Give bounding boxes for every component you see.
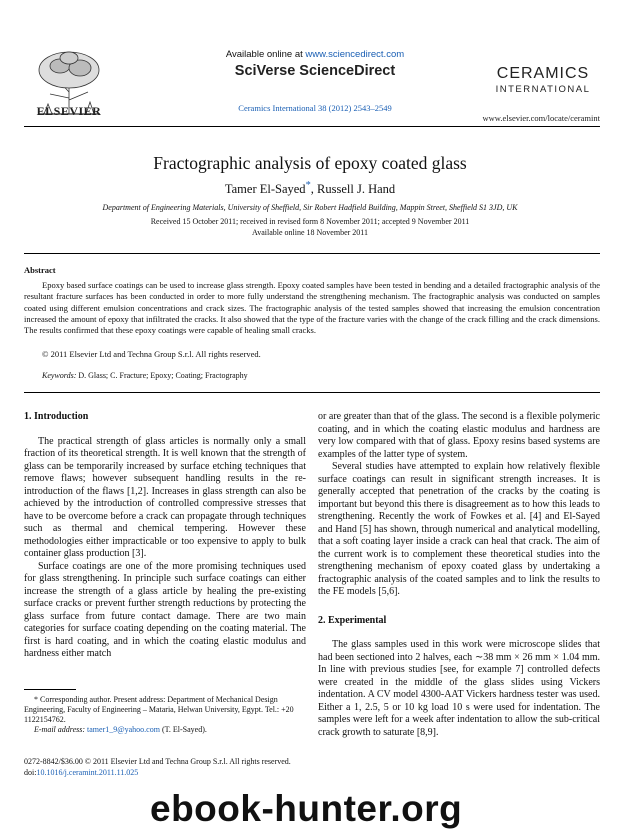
experimental-paragraph-1: The glass samples used in this work were microscope slides that had been sectioned into 2 halves, each ∼38 mm × 26 mm × 1.04 mm. In line with previous studies [see, for example 7] controlled defects were created in the middle of the glass slides using Vickers indentation. A CV model 4300-AAT Vickers hardness tester was used. Either a 1, 2.5, 5 or 10 kg load 10 s were used for indentation. The samples were left for a week after indentation to allow the sub-critical crack growth to saturate [8,9]. [318, 639, 600, 738]
footnote [24, 695, 306, 735]
intro-paragraph-3: or are greater than that of the glass. The second is a flexible polymeric coating, and in which the coating elastic modulus and hardness are very low compared with that of glass. Epoxy resins based systems are examples of the latter type of system. [318, 411, 600, 460]
corresponding-author-mark[interactable]: * [305, 180, 311, 191]
platform-name: SciVerse ScienceDirect [234, 63, 396, 79]
abstract-copyright: © 2011 Elsevier Ltd and Techna Group S.r.l. All rights reserved. [42, 349, 261, 359]
footnote-rule [24, 689, 76, 690]
section-heading-introduction: 1. Introduction [24, 411, 89, 422]
doi-prefix: doi: [24, 768, 37, 777]
abstract-body: Epoxy based surface coatings can be used to increase glass strength. Epoxy coated samples have been tested in bending and a detailed fractographic analysis of the resultant fracture surfaces has been conducted in order to more fully understand the strengthening mechanism. The fractographic analysis was conducted on samples coated using different emulsion concentrations and crack sizes. The fractographic analysis of the tested samples showed that increasing the emulsion concentration increased the amount of epoxy that infiltrated the cracks. It also showed that the type of the fracture varies with the change of the crack filling and the crack dimensions. The results confirmed that these epoxy coatings were capable of healing small cracks. [24, 280, 600, 336]
affiliation: Department of Engineering Materials, University of Sheffield, Sir Robert Hadfield Building, Mappin Street, Sheffield S1 3JD, UK [102, 203, 518, 212]
available-online-line [200, 49, 430, 60]
keywords-list: D. Glass; C. Fracture; Epoxy; Coating; Fractography [76, 371, 248, 380]
title-rule [24, 253, 600, 254]
journal-url[interactable]: www.elsevier.com/locate/ceramint [482, 113, 600, 123]
abstract-heading: Abstract [24, 265, 56, 275]
left-column [24, 411, 306, 661]
keywords-line [42, 371, 248, 380]
available-prefix: Available online at [225, 49, 306, 60]
email-label: E-mail address: [34, 725, 86, 734]
abstract-rule [24, 392, 600, 393]
email-line [24, 725, 306, 735]
intro-paragraph-1: The practical strength of glass articles is normally only a small fraction of its theoretical strength. It is well known that the strength of glass can be temporarily increased by surface etching techniques that remove flaws; however subsequent handling results in the re-introduction of the flaws [1,2]. Increases in glass strength can also be achieved by the introduction of controlled compressive stresses that have to be overcome before a crack can propagate through techniques such as thermal and chemical tempering. However these methodologies either impracticable or too expensive to apply to bulk container glass production [3]. [24, 435, 306, 559]
email-suffix: (T. El-Sayed). [161, 725, 207, 734]
intro-paragraph-4: Several studies have attempted to explain how relatively flexible surface coatings can result in significant strength increases. It is generally accepted that penetration of the cracks by the coating is important but beyond this there is disagreement as to how this leads to strengthening. Recently the work of Fowkes et al. [4] and El-Sayed and Hand [5] has shown, through numerical and analytical modelling, that a soft coating layer inside a crack can heal that crack. The aim of the current work is to complement these theoretical studies into the strengthening mechanism of epoxy coated glass by undertaking a fractographic analysis of the coated samples and to link the results to the FE models [5,6]. [318, 461, 600, 597]
section-heading-experimental: 2. Experimental [318, 614, 387, 626]
author-list [20, 180, 600, 197]
journal-name-line1: CERAMICS [496, 65, 590, 82]
publisher-name: ELSEVIER [36, 104, 102, 118]
header-rule [24, 126, 600, 127]
intro-paragraph-2: Surface coatings are one of the more promising techniques used for glass strengthening. In principle such surface coatings can either increase the strength of a glass article by healing the pre-existing surface cracks or prevent further strength reductions by protecting the glass surface from future contact damage. There are two main categories for surface coating depending on the coating material. The first is hard coating, and in which the coating elastic modulus and hardness either match [24, 560, 306, 659]
right-column [318, 411, 600, 739]
journal-citation[interactable]: Ceramics International 38 (2012) 2543–2549 [238, 103, 392, 113]
email-link[interactable]: tamer1_9@yahoo.com [87, 725, 160, 734]
sciencedirect-link[interactable]: www.sciencedirect.com [305, 49, 405, 60]
doi-link[interactable]: 10.1016/j.ceramint.2011.11.025 [36, 768, 139, 777]
author-rest: , Russell J. Hand [310, 182, 396, 197]
received-dates: Received 15 October 2011; received in revised form 8 November 2011; accepted 9 November 2011 [150, 217, 470, 226]
article-title: Fractographic analysis of epoxy coated glass [153, 153, 467, 173]
issn-line: 0272-8842/$36.00 © 2011 Elsevier Ltd and Techna Group S.r.l. All rights reserved. [24, 757, 291, 766]
corresponding-author-note: * Corresponding author. Present address: Department of Mechanical Design Engineering, Faculty of Engineering – Mataria, Helwan University, Egypt. Tel.: +20 1122154762. [24, 695, 294, 724]
watermark: ebook-hunter.org [150, 788, 463, 829]
journal-name-line2: INTERNATIONAL [495, 84, 591, 95]
keywords-label: Keywords: [42, 371, 77, 380]
author-first: Tamer El-Sayed [224, 182, 306, 197]
doi-line [24, 768, 138, 777]
available-online-date: Available online 18 November 2011 [252, 228, 368, 237]
